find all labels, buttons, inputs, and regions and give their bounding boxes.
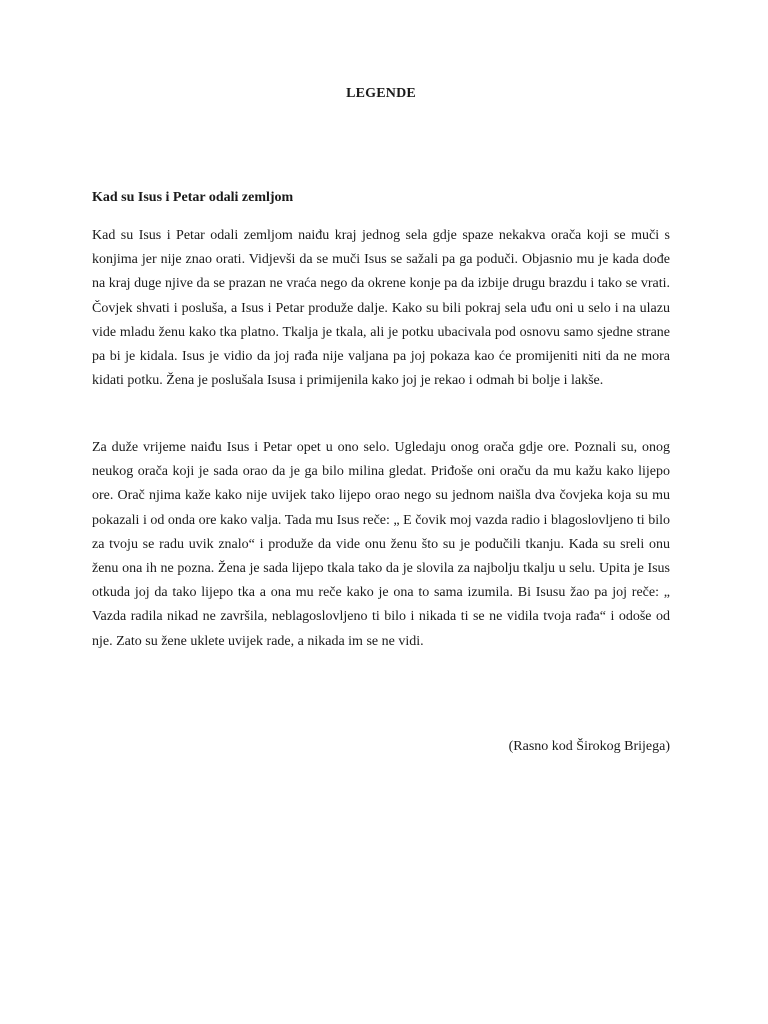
story-paragraph-1: Kad su Isus i Petar odali zemljom naiđu kraj jednog sela gdje spaze nekakva orača koji se muči s konjima jer nije znao orati. Vidjevši da se muči Isus se sažali pa ga poduči. Objasnio mu je kada dođe na kraj duge njive da se prazan ne vraća nego da okrene konje pa da izbije drugu brazdu i tako se vrati. Čovjek shvati i posluša, a Isus i Petar produže dalje. Kako su bili pokraj sela uđu oni u selo i na ulazu vide mladu ženu kako tka platno. Tkalja je tkala, ali je potku ubacivala pod osnovu samo sjedne strane pa bi je kidala. Isus je vidio da joj rađa nije valjana pa joj pokaza kao će promijeniti niti da ne mora kidati potku. Žena je poslušala Isusa i primijenila kako joj je rekao i odmah bi bolje i lakše. bbox=[92, 228, 670, 389]
story-heading: Kad su Isus i Petar odali zemljom bbox=[92, 190, 294, 205]
document-page bbox=[92, 0, 670, 1024]
document-title: LEGENDE bbox=[346, 86, 416, 101]
story-paragraph-2: Za duže vrijeme naiđu Isus i Petar opet u ono selo. Ugledaju onog orača gdje ore. Poznali su, onog neukog orača koji je sada orao da je ga bilo milina gledat. Priđoše oni oraču da mu kažu kako lijepo ore. Orač njima kaže kako nije uvijek tako lijepo orao nego su jednom naišla dva čovjeka koja su mu pokazali i od onda ore kako valja. Tada mu Isus reče: „ E čovik moj vazda radio i blagoslovljeno ti bilo za tvoju se radu uvik znalo“ i produže da vide onu ženu što su je podučili tkanju. Kada su sreli onu ženu ona ih ne pozna. Žena je sada lijepo tkala tako da je slovila za najbolju tkalju u selu. Upita je Isus otkuda joj da tako lijepo tka a ona mu reče kako je ona to sama izumila. Bi Isusu žao pa joj reče: „ Vazda radila nikad ne završila, neblagoslovljeno ti bilo i nikada ti se ne vidila tvoja rađa“ i odoše od nje. Zato su žene uklete uvijek rade, a nikada im se ne vidi. bbox=[92, 440, 670, 649]
story-source: (Rasno kod Širokog Brijega) bbox=[508, 739, 670, 754]
